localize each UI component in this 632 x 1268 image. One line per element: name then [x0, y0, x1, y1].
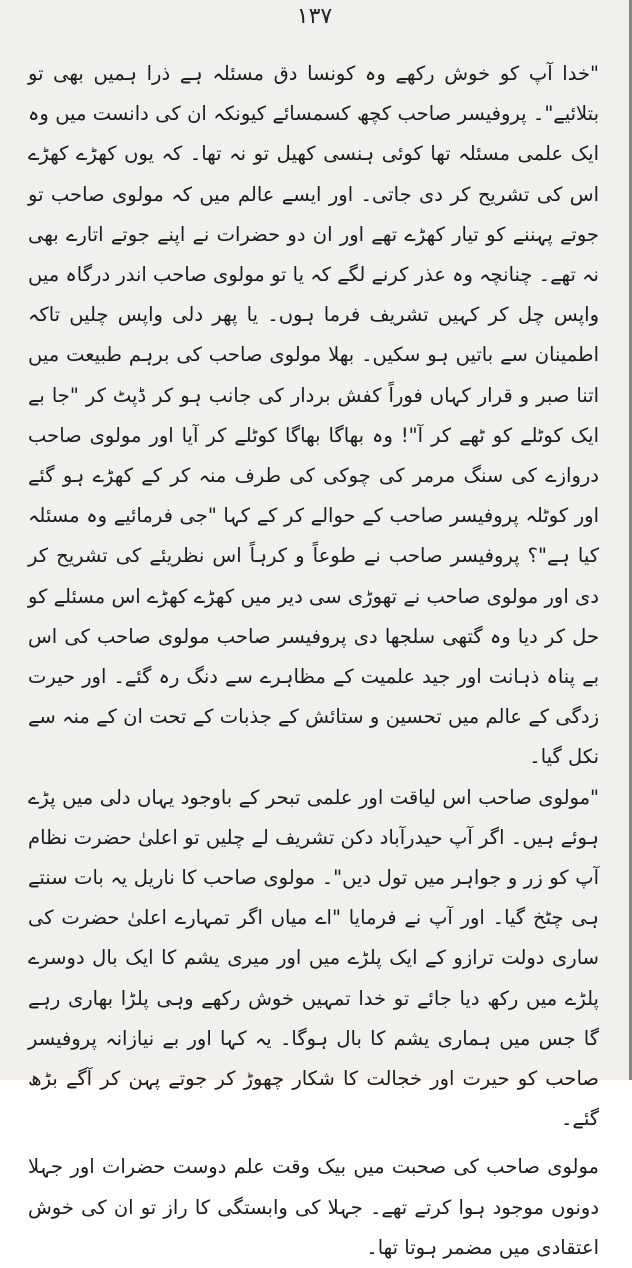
paragraph-1: "خدا آپ کو خوش رکھے وہ کونسا دق مسئلہ ہے ذرا ہمیں بھی تو بتلائیے"۔ پروفیسر صاحب کچھ کسمسائے کیونکہ ان کی دانست میں وہ ایک علمی مسئلہ تھا کوئی ہنسی کھیل تو نہ تھا۔ کہ یوں کھڑے کھڑے اس کی تشریح کر دی جاتی۔ اور ایسے عالم میں کہ مولوی صاحب تو جوتے پہننے کو تیار کھڑے تھے اور ان دو حضرات نے اپنے جوتے اتارے بھی نہ تھے۔ چنانچہ وہ عذر کرنے لگے کہ یا تو مولوی صاحب اندر درگاہ میں واپس چل کر کہیں تشریف فرما ہوں۔ یا پھر دلی واپس چلیں تاکہ اطمینان سے باتیں ہو سکیں۔ بھلا مولوی صاحب کی برہم طبیعت میں اتنا صبر و قرار کہاں فوراً کفش بردار کی جانب ہو کر ڈپٹ کر "جا بے ایک کوٹلے کو ٹھے کر آ"! وہ بھاگا بھاگا کوٹلے کر آیا اور مولوی صاحب دروازے کی سنگ مرمر کی چوکی کی طرف منہ کر کے کھڑے ہو گئے اور کوٹلہ پروفیسر صاحب کے حوالے کر کے کہا "جی فرمائیے وہ مسئلہ کیا ہے"؟ پروفیسر صاحب نے طوعاً و کرہاً اس نظریئے کی تشریح کر دی اور مولوی صاحب نے تھوڑی سی دیر میں کھڑے کھڑے اس مسئلے کو حل کر دیا وہ گتھی سلجھا دی پروفیسر صاحب مولوی صاحب کی اس بے پناہ ذہانت اور جید علمیت کے مظاہرے سے دنگ رہ گئے۔ اور حیرت زدگی کے عالم میں تحسین و ستائش کے جذبات کے تحت ان کے منہ سے نکل گیا۔	[28, 62, 599, 769]
body-text	[28, 54, 599, 1268]
paragraph-2: "مولوی صاحب اس لیاقت اور علمی تبحر کے باوجود یہاں دلی میں پڑے ہوئے ہیں۔ اگر آپ حیدرآباد دکن تشریف لے چلیں تو اعلیٰ حضرت نظام آپ کو زر و جواہر میں تول دیں"۔ مولوی صاحب کا ناریل یہ بات سنتے ہی چٹخ گیا۔ اور آپ نے فرمایا "اے میاں اگر تمہارے اعلیٰ حضرت کی ساری دولت ترازو کے ایک پلڑے میں اور میری یشم کا ایک بال دوسرے پلڑے میں رکھ دیا جائے تو خدا تمہیں خوش رکھے وہی پلڑا بھاری رہے گا جس میں ہماری یشم کا بال ہوگا۔ یہ کہا اور بے نیازانہ پروفیسر صاحب کو حیرت اور خجالت کا شکار چھوڑ کر جوتے پہن کر آگے بڑھ گئے۔	[28, 785, 599, 1131]
paragraph-3: مولوی صاحب کی صحبت میں بیک وقت علم دوست حضرات اور جہلا دونوں موجود ہوا کرتے تھے۔ جہلا کی وابستگی کا راز تو ان کی خوش اعتقادی میں مضمر ہوتا تھا۔	[28, 1155, 599, 1259]
page-number: ۱۳۷	[296, 4, 333, 29]
